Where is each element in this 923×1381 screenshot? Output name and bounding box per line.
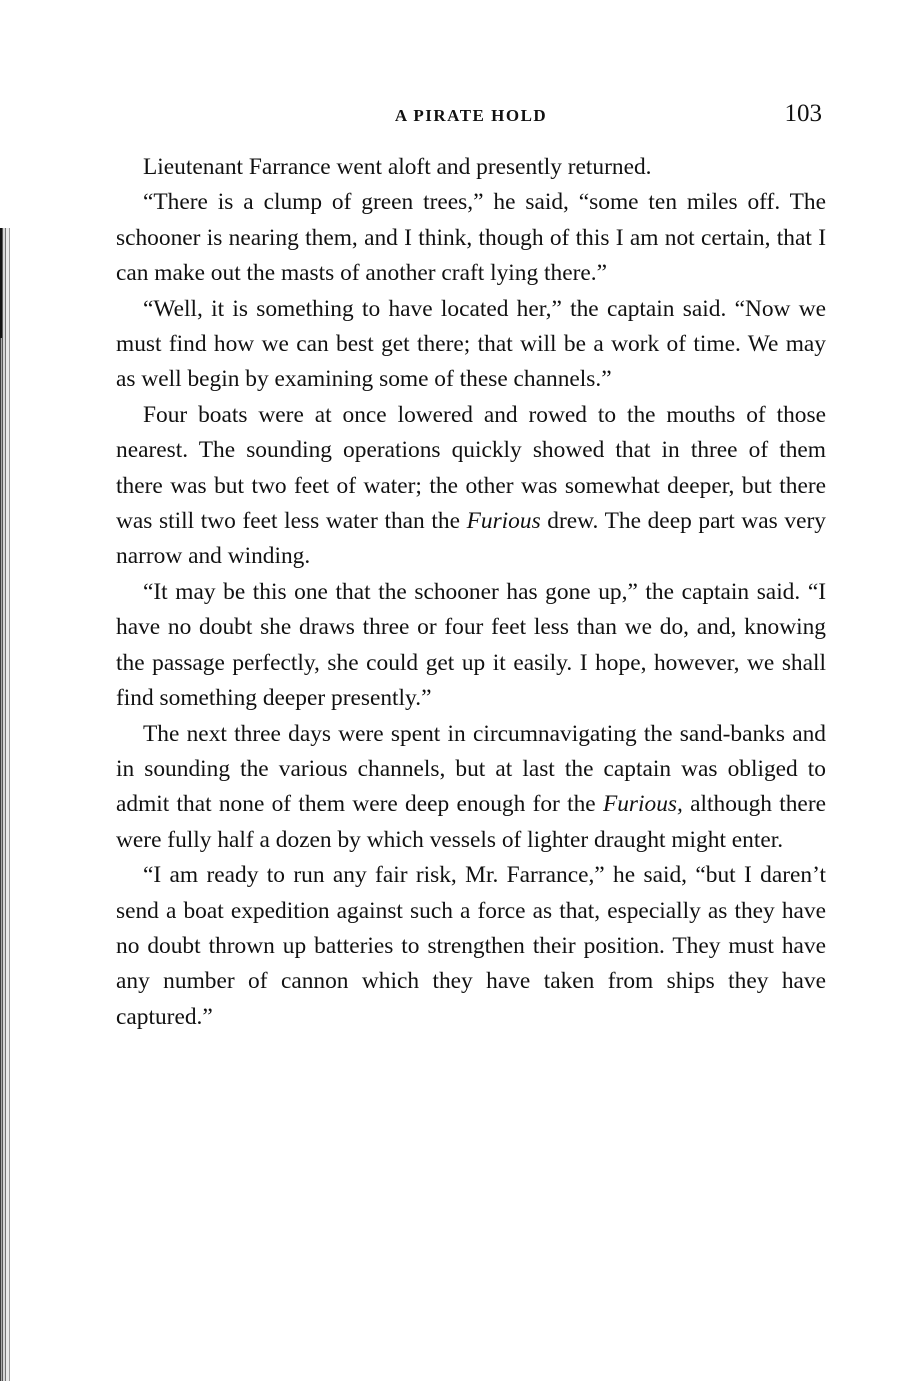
text-segment: “Well, it is something to have located her,” the captain said. “Now we must find how we can best get there; that will be a work of time. We may as well begin by examining some of these channels.” — [116, 295, 826, 393]
page-number: 103 — [784, 100, 822, 127]
ship-name: Furious — [466, 508, 541, 535]
paragraph — [116, 398, 826, 575]
paragraph — [116, 858, 826, 1035]
text-segment: “It may be this one that the schooner has gone up,” the captain said. “I have no doubt she draws three or four feet less than we do, and, knowing the passage perfectly, she could get up it easily. I hope, however, we shall find something deeper presently.” — [116, 578, 826, 712]
running-head — [118, 100, 824, 134]
paragraph — [116, 717, 826, 859]
text-segment: Four boats were at once lowered and rowed to the mouths of those nearest. The sounding operations quickly showed that in three of them there was but two feet of water; the other was somewhat deeper, but there was still two feet less water than the — [116, 401, 826, 535]
text-segment: although there were fully half a dozen by which vessels of lighter draught might enter. — [116, 791, 826, 853]
page-gutter-edge — [0, 228, 14, 1381]
text-segment: “There is a clump of green trees,” he said, “some ten miles off. The schooner is nearing them, and I think, though of this I am not certain, that I can make out the masts of another craft lying there.” — [116, 189, 826, 287]
text-segment: “I am ready to run any fair risk, Mr. Farrance,” he said, “but I daren’t send a boat expedition against such a force as that, especially as they have no doubt thrown up batteries to strengthen their position. They must have any number of cannon which they have taken from ships they have captured.” — [116, 862, 826, 1030]
page-gutter-shadow — [0, 228, 2, 338]
body-text — [116, 150, 826, 1035]
text-segment: Lieutenant Farrance went aloft and presently returned. — [143, 154, 652, 180]
ship-name: Furious, — [602, 791, 683, 818]
text-segment: The next three days were spent in circumnavigating the sand-banks and in sounding the various channels, but at last the captain was obliged to admit that none of them were deep enough for the — [116, 720, 826, 818]
text-segment: drew. The deep part was very narrow and winding. — [116, 508, 826, 570]
paragraph — [116, 575, 826, 717]
paragraph — [116, 185, 826, 291]
paragraph — [116, 150, 826, 185]
paragraph — [116, 292, 826, 398]
running-title: A PIRATE HOLD — [394, 106, 548, 125]
